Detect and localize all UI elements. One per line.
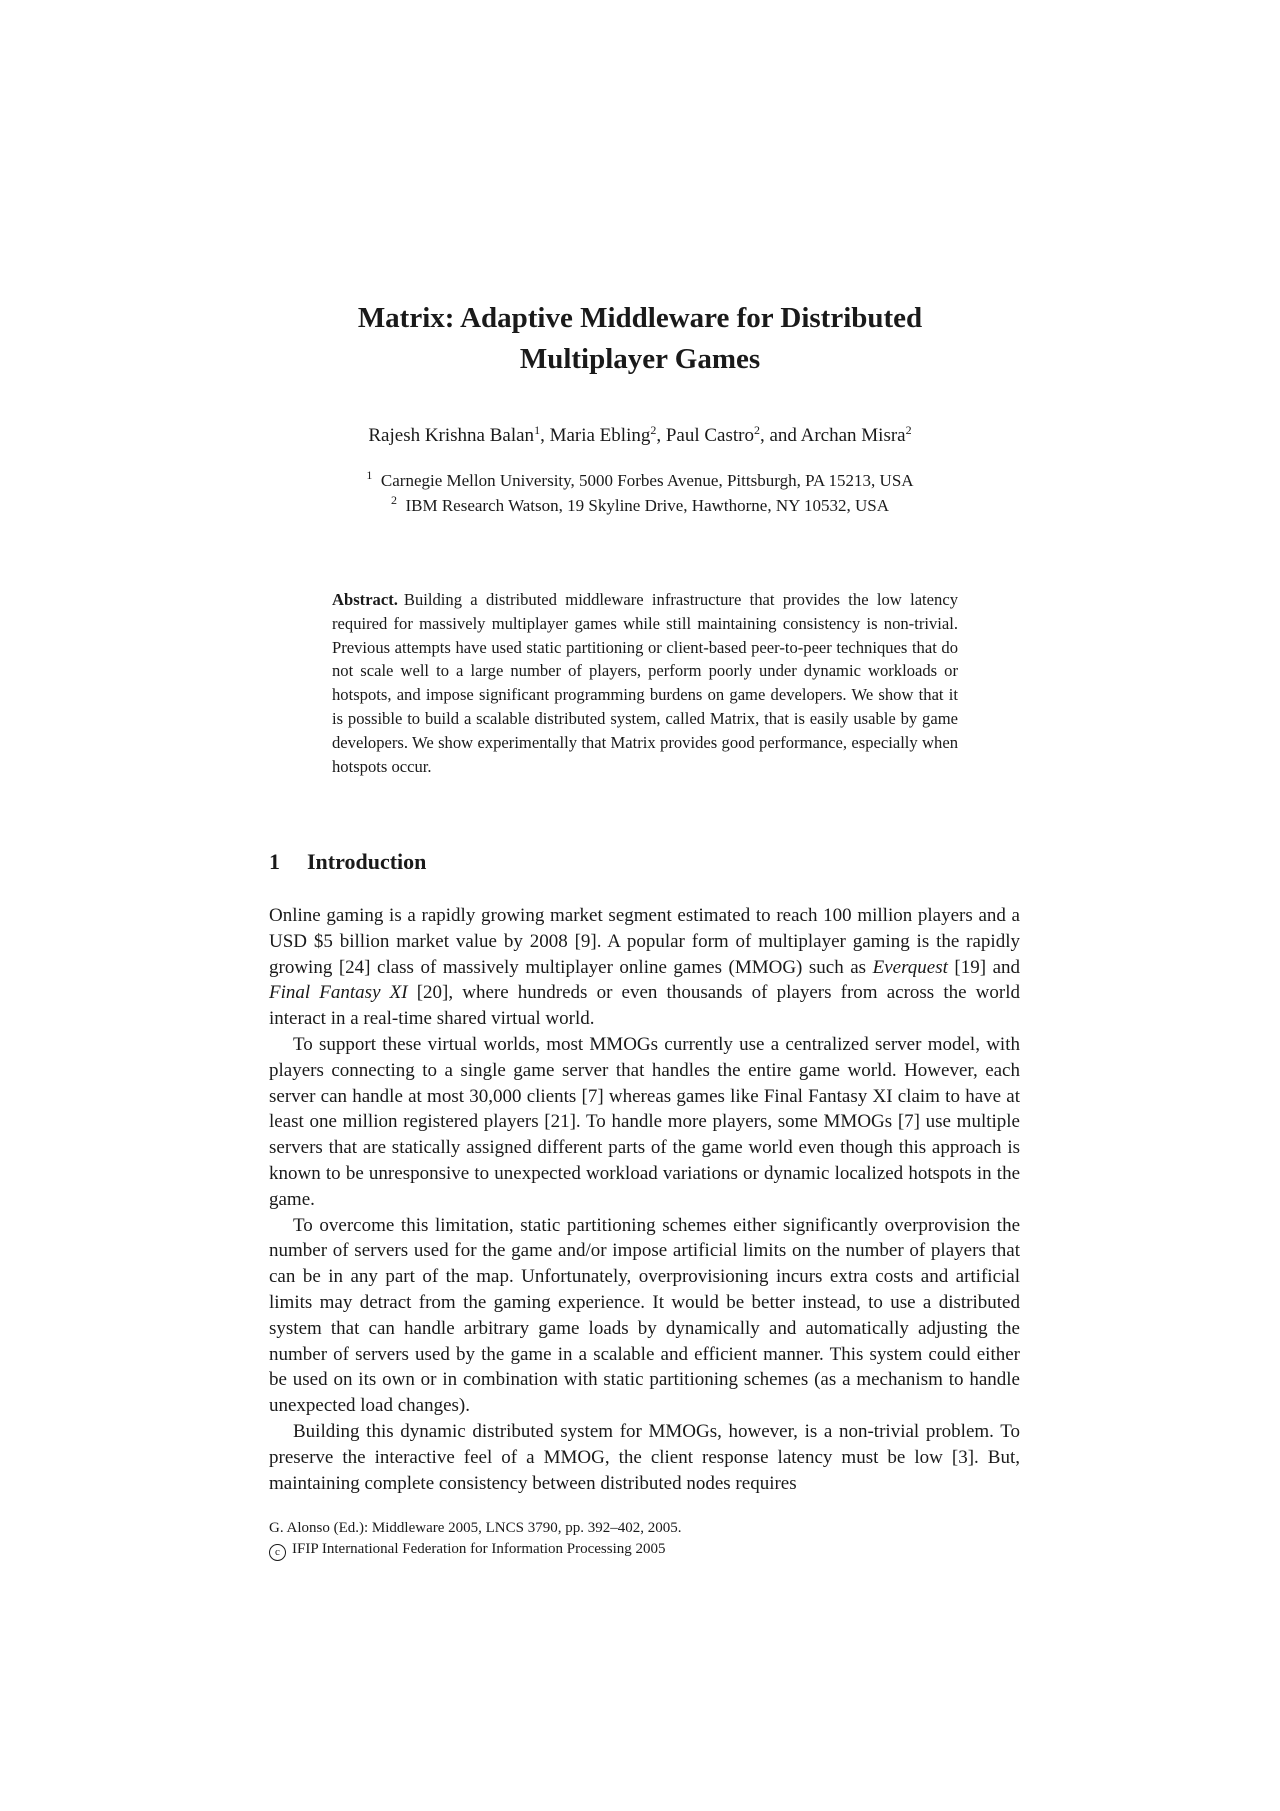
author-affil-mark: 2 bbox=[753, 423, 760, 437]
affiliation-2 bbox=[0, 495, 1280, 517]
author-affil-mark: 1 bbox=[534, 423, 541, 437]
author-name: Paul Castro bbox=[665, 425, 754, 446]
citation-line: G. Alonso (Ed.): Middleware 2005, LNCS 3790, pp. 392–402, 2005. bbox=[269, 1520, 682, 1536]
affiliation-text: Carnegie Mellon University, 5000 Forbes Avenue, Pittsburgh, PA 15213, USA bbox=[380, 471, 914, 490]
abstract-label: Abstract. bbox=[332, 590, 398, 609]
author-affil-mark: 2 bbox=[650, 423, 657, 437]
author-separator: , bbox=[540, 425, 550, 446]
author-name: Maria Ebling bbox=[549, 425, 651, 446]
paragraph-4: Building this dynamic distributed system for MMOGs, however, is a non-trivial problem. To preserve the interactive feel of a MMOG, the client response latency must be low [3]. But, maintaining complete consistency between distributed nodes requires bbox=[269, 1420, 1020, 1494]
paragraph-1 bbox=[269, 903, 1020, 1032]
copyright-text: IFIP International Federation for Information Processing 2005 bbox=[292, 1541, 666, 1557]
affiliation-mark: 2 bbox=[390, 493, 397, 507]
title-line-1: Matrix: Adaptive Middleware for Distributed bbox=[357, 302, 923, 334]
author-list bbox=[0, 424, 1280, 448]
copyright-line bbox=[269, 1539, 681, 1561]
author-name: Rajesh Krishna Balan bbox=[368, 425, 535, 446]
paragraph-2: To support these virtual worlds, most MMOGs currently use a centralized server model, with players connecting to a single game server that handles the entire game world. However, each server can handle at most 30,000 clients [7] whereas games like Final Fantasy XI claim to have at least one million registered players [21]. To handle more players, some MMOGs [7] use multiple servers that are statically assigned different parts of the game world even though this approach is known to be unresponsive to unexpected workload variations or dynamic localized hotspots in the game. bbox=[269, 1033, 1020, 1210]
author-name: Archan Misra bbox=[800, 425, 906, 446]
author-affil-mark: 2 bbox=[905, 423, 912, 437]
affiliation-text: IBM Research Watson, 19 Skyline Drive, Hawthorne, NY 10532, USA bbox=[405, 496, 890, 515]
section-body bbox=[269, 903, 1020, 1496]
game-title-everquest: Everquest bbox=[872, 956, 948, 978]
abstract bbox=[332, 588, 958, 778]
game-title-final-fantasy: Final Fantasy XI bbox=[269, 982, 408, 1004]
paragraph-3: To overcome this limitation, static partitioning schemes either significantly overprovision the number of servers used for the game and/or impose artificial limits on the number of players that can be in any part of the map. Unfortunately, overprovisioning incurs extra costs and artificial limits may detract from the gaming experience. It would be better instead, to use a distributed system that can handle arbitrary game loads by dynamically and automatically adjusting the number of servers used by the game in a scalable and efficient manner. This system could either be used on its own or in combination with static partitioning schemes (as a mechanism to handle unexpected load changes). bbox=[269, 1214, 1020, 1417]
paragraph-text: Online gaming is a rapidly growing market segment estimated to reach 100 million players and a USD $5 billion market value by 2008 [9]. A popular form of multiplayer gaming is the rapidly growing [24] class of massively multiplayer online games (MMOG) such as bbox=[269, 905, 1020, 978]
section-title: Introduction bbox=[307, 849, 427, 874]
author-separator: , bbox=[656, 425, 666, 446]
affiliation-mark: 1 bbox=[366, 468, 373, 482]
affiliation-1 bbox=[0, 470, 1280, 492]
title-line-2: Multiplayer Games bbox=[519, 343, 761, 375]
paper-title bbox=[0, 298, 1280, 380]
paragraph-text: [19] and bbox=[947, 956, 1020, 978]
paragraph-text: [20], where hundreds or even thousands of players from across the world interact in a real-time shared virtual world. bbox=[269, 982, 1020, 1030]
author-separator: , and bbox=[759, 425, 801, 446]
page-footer bbox=[269, 1518, 681, 1561]
copyright-icon: c bbox=[269, 1544, 286, 1561]
section-number: 1 bbox=[269, 849, 280, 874]
abstract-text: Building a distributed middleware infrastructure that provides the low latency required for massively multiplayer games while still maintaining consistency is non-trivial. Previous attempts have used static partitioning or client-based peer-to-peer techniques that do not scale well to a large number of players, perform poorly under dynamic workloads or hotspots, and impose significant programming burdens on game developers. We show that it is possible to build a scalable distributed system, called Matrix, that is easily usable by game developers. We show experimentally that Matrix provides good performance, especially when hotspots occur. bbox=[332, 590, 958, 776]
section-heading bbox=[269, 848, 426, 876]
